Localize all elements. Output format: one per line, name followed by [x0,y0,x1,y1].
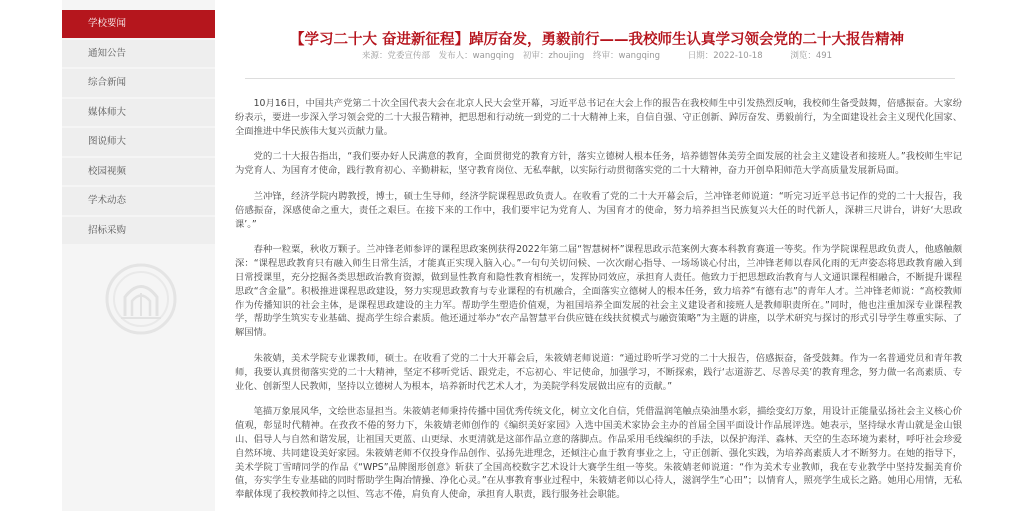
meta-final-review: 终审：wangqing [593,51,660,61]
nav-item-school-news[interactable]: 学校要闻 [62,10,215,38]
nav-item-media-coverage[interactable]: 媒体师大 [62,99,215,127]
article-paragraph: 兰冲锋，经济学院内聘教授，博士，硕士生导师，经济学院课程思政负责人。在收看了党的二十大开幕会后，兰冲锋老师说道：“听完习近平总书记作的党的二十大报告，我倍感振奋，深感使命之重大，责任之艰巨。在接下来的工作中，我们要牢记为党育人、为国育才的使命，努力培养担当民族复兴大任的时代新人，深耕三尺讲台，讲好‘大思政课’。” [235,190,962,230]
article-title: 【学习二十大 奋进新征程】踔厉奋发，勇毅前行——我校师生认真学习领会党的二十大报告精神 [289,31,905,48]
nav-item-academic-events[interactable]: 学术动态 [62,187,215,215]
article-paragraph: 党的二十大报告指出，“我们要办好人民满意的教育，全面贯彻党的教育方针，落实立德树人根本任务，培养德智体美劳全面发展的社会主义建设者和接班人。”我校师生牢记为党育人、为国育才使命，践行教育初心、辛勤耕耘，坚守教育岗位、无私奉献，以实际行动贯彻落实党的二十大精神，奋力开创阜阳师范大学高质量发展新局面。 [235,151,962,177]
article-meta [232,50,962,62]
article-paragraph: 10月16日，中国共产党第二十次全国代表大会在北京人民大会堂开幕，习近平总书记在大会上作的报告在我校师生中引发热烈反响，我校师生备受鼓舞，倍感振奋。大家纷纷表示，要进一步深入学习领会党的二十大报告精神，把思想和行动统一到党的二十大精神上来，自信自强、守正创新、踔厉奋发、勇毅前行，为全面建设社会主义现代化国家、全面推进中华民族伟大复兴贡献力量。 [235,98,962,137]
meta-source: 来源：党委宣传部 [361,51,430,61]
sidebar-nav [62,0,215,244]
meta-first-review: 初审：zhoujing [522,51,585,61]
article-paragraph: 春种一粒粟，秋收万颗子。兰冲锋老师参评的课程思政案例获得2022年第二届“智慧树杯”课程思政示范案例大赛本科教育赛道一等奖。作为学院课程思政负责人，他感触颇深：“课程思政教育只有融入师生日常生活，才能真正实现入脑入心。”一句句关切问候、一次次耐心指导、一场场谈心付出，兰冲锋老师以春风化雨的无声姿态将思政教育融入到日常授课里，充分挖掘各类思想政治教育资源，做到显性教育和隐性教育相统一，发挥协同效应，承担育人责任。他致力于把思想政治教育与人文通识课程相融合，不断提升课程思政“含金量”。积极推进课程思政建设，努力实现思政教育与专业课程的有机融合，全面落实立德树人的根本任务，致力培养“有德有志”的青年人才。兰冲锋老师说：“高校教师作为传播知识的社会主体，是课程思政建设的主力军。帮助学生塑造价值观，为祖国培养全面发展的社会主义建设者和接班人是教师职责所在。”同时，他也注重加深专业课程教学，帮助学生筑实专业基础、提高学生综合素质。他还通过举办“农产品智慧平台供应链在线扶贫模式与融资策略”为主题的讲座，以学术研究与探讨的形式引导学生尊重实际、了解国情。 [235,244,962,339]
nav-item-general-news[interactable]: 综合新闻 [62,69,215,97]
sidebar [62,0,215,511]
article-paragraph: 笔描万象展风华，文绘世态显担当。朱筱婧老师秉持传播中国优秀传统文化，树立文化自信，凭借温润笔触点染油墨水彩，描绘变幻万象，用设计正能量弘扬社会主义核心价值观，彰显时代精神。在孜孜不倦的努力下，朱筱婧老师创作的《编织美好家园》入选中国美术家协会主办的首届全国平面设计作品展评选。她表示，坚持绿水青山就是金山银山、倡导人与自然和谐发展，让祖国天更蓝、山更绿、水更清就是这部作品立意的落脚点。作品采用毛线编织的手法，以保护海洋、森林、天空的生态环境为素材，呼吁社会珍爱自然环境、共同建设美好家园。朱筱婧老师不仅投身作品创作、弘扬先进理念，还倾注心血于教育事业之上，守正创新、强化实践，为培养高素质人才不断努力。在她的指导下，美术学院丁雪晴同学的作品《“WPS”品牌图形创意》斩获了全国高校数字艺术设计大赛学生组一等奖。朱筱婧老师说道：“作为美术专业教师，我在专业教学中坚持发掘美育价值，夯实学生专业基础的同时帮助学生陶冶情操、净化心灵。”在从事教育事业过程中，朱筱婧老师以心待人，滋润学生“心田”；以情育人，照亮学生成长之路。她用心用情，无私奉献体现了我校教师持之以恒、笃志不倦，肩负育人使命，承担育人职责，践行服务社会职能。 [235,406,962,501]
article-main [232,0,962,511]
article-paragraph: 朱筱婧，美术学院专业课教师，硕士。在收看了党的二十大开幕会后，朱筱婧老师说道：“通过聆听学习党的二十大报告，倍感振奋，备受鼓舞。作为一名普通党员和青年教师，我要认真贯彻落实党的二十大精神，坚定不移听党话、跟党走，不忘初心、牢记使命，加强学习，不断探索，践行‘志道游艺、尽善尽美’的教育理念，努力做一名高素质、专业化、创新型人民教师，坚持以立德树人为根本，培养新时代艺术人才，为美院学科发展做出应有的贡献。” [235,352,962,392]
meta-publisher: 发布人：wangqing [438,51,515,61]
title-divider [245,78,955,79]
nav-item-campus-video[interactable]: 校园视频 [62,158,215,186]
meta-date: 日期：2022-10-18 [687,51,763,61]
nav-item-notices[interactable]: 通知公告 [62,40,215,68]
article-body [235,97,962,511]
school-emblem-icon [104,262,178,336]
meta-views: 浏览：491 [790,51,833,61]
nav-item-photo-news[interactable]: 图说师大 [62,128,215,156]
nav-item-procurement[interactable]: 招标采购 [62,217,215,245]
